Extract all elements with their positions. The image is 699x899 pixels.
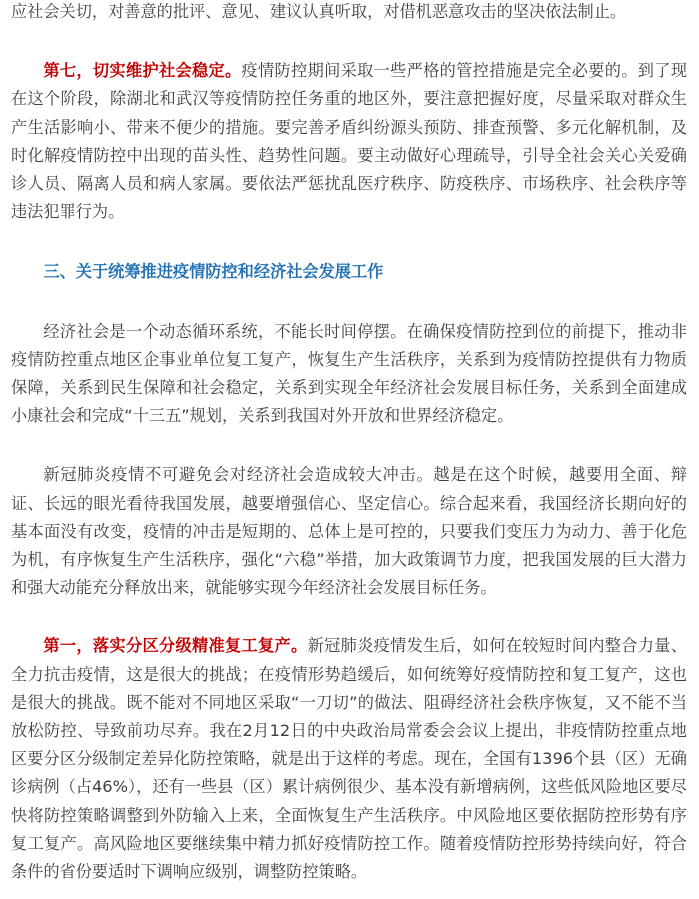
paragraph-spacer xyxy=(11,602,687,632)
paragraph-lead-seventh: 第七，切实维护社会稳定。 xyxy=(43,61,242,81)
paragraph-epidemic-impact xyxy=(11,461,687,602)
bottom-crop-mask xyxy=(0,890,699,899)
paragraph-spacer xyxy=(11,226,687,258)
paragraph-seventh xyxy=(11,57,687,226)
paragraph-text: 新冠肺炎疫情不可避免会对经济社会造成较大冲击。越是在这个时候，越要用全面、辩证、长远的眼光看待我国发展，越要增强信心、坚定信心。综合起来看，我国经济长期向好的基本面没有改变，疫情的冲击是短期的、总体上是可控的，只要我们变压力为动力、善于化危为机，有序恢复生产生活秩序，强化“六稳”举措，加大政策调节力度，把我国发展的巨大潜力和强大动能充分释放出来，就能够实现今年经济社会发展目标任务。 xyxy=(11,465,687,598)
paragraph-text: 经济社会是一个动态循环系统，不能长时间停摆。在确保疫情防控到位的前提下，推动非疫情防控重点地区企事业单位复工复产，恢复生产生活秩序，关系到为疫情防控提供有力物质保障，关系到民生保障和社会稳定，关系到实现全年经济社会发展目标任务，关系到全面建成小康社会和完成“十三五”规划，关系到我国对外开放和世界经济稳定。 xyxy=(11,321,687,426)
paragraph-spacer xyxy=(11,287,687,318)
paragraph-economy-system xyxy=(11,318,687,431)
paragraph-lead-first: 第一，落实分区分级精准复工复产。 xyxy=(43,636,308,656)
article-body xyxy=(11,0,687,886)
paragraph-text: 新冠肺炎疫情发生后，如何在较短时间内整合力量、全力抗击疫情，这是很大的挑战；在疫情形势趋缓后，如何统筹好疫情防控和复工复产，这也是很大的挑战。既不能对不同地区采取“一刀切”的做法、阻碍经济社会秩序恢复，又不能不当放松防控、导致前功尽弃。我在2月12日的中央政治局常委会会议上提出，非疫情防控重点地区要分区分级制定差异化防控策略，就是出于这样的考虑。现在，全国有1396个县（区）无确诊病例（占46%），还有一些县（区）累计病例很少、基本没有新增病例，这些低风险地区要尽快将防控策略调整到外防输入上来，全面恢复生产生活秩序。中风险地区要依据防控形势有序复工复产。高风险地区要继续集中精力抓好疫情防控工作。随着疫情防控形势持续向好，符合条件的省份要适时下调响应级别，调整防控策略。 xyxy=(11,636,688,882)
paragraph-text: 疫情防控期间采取一些严格的管控措施是完全必要的。到了现在这个阶段，除湖北和武汉等疫情防控任务重的地区外，要注意把握好度，尽量采取对群众生产生活影响小、带来不便少的措施。要完善矛盾纠纷源头预防、排查预警、多元化解机制，及时化解疫情防控中出现的苗头性、趋势性问题。要主动做好心理疏导，引导全社会关心关爱确诊人员、隔离人员和病人家属。要依法严惩扰乱医疗秩序、防疫秩序、市场秩序、社会秩序等违法犯罪行为。 xyxy=(11,61,688,222)
paragraph-spacer xyxy=(11,26,687,57)
paragraph-first xyxy=(11,632,687,886)
section-heading-three: 三、关于统筹推进疫情防控和经济社会发展工作 xyxy=(43,262,384,282)
paragraph-text: 应社会关切，对善意的批评、意见、建议认真听取，对借机恶意攻击的坚决依法制止。 xyxy=(11,2,627,21)
paragraph-spacer xyxy=(11,430,687,461)
paragraph-continuation xyxy=(11,0,687,26)
